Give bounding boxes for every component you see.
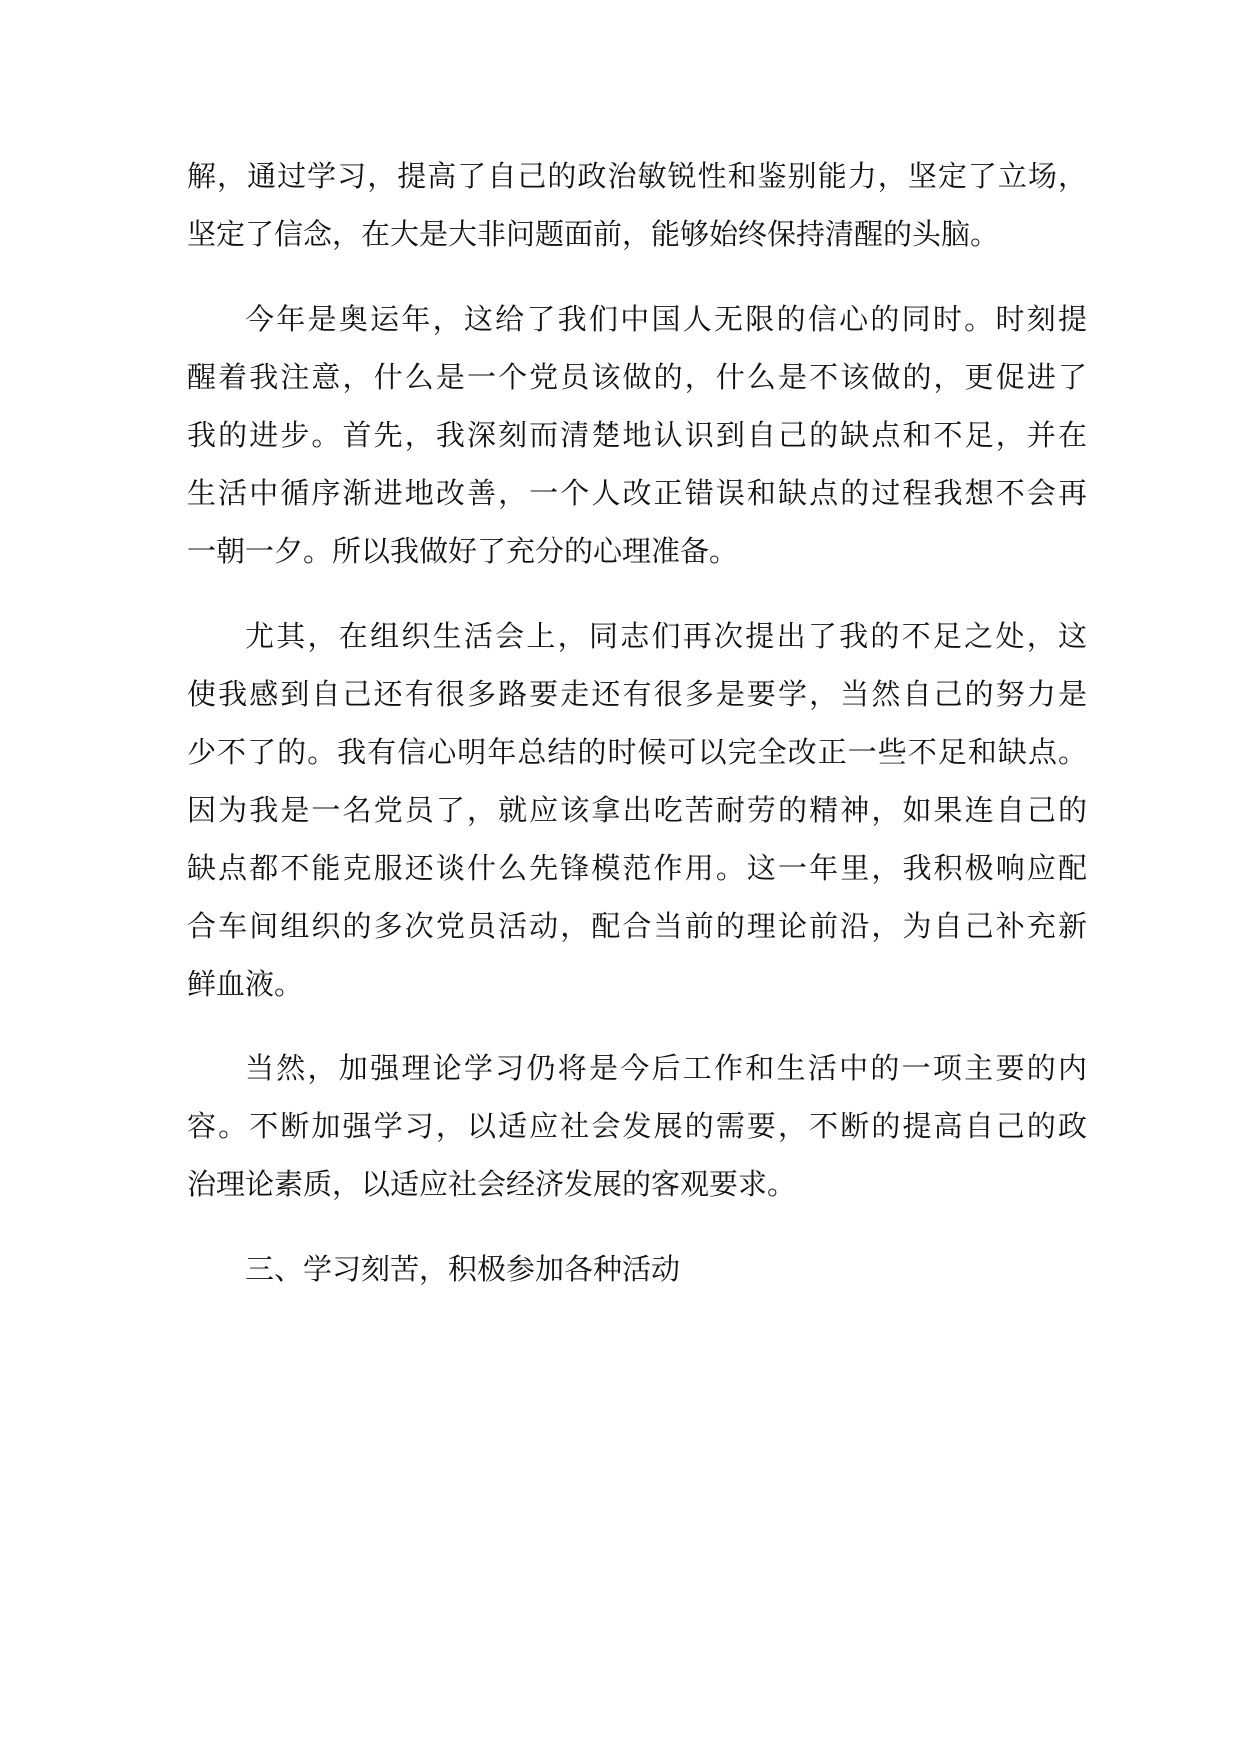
paragraph-2-line-1: 今年是奥运年，这给了我们中国人无限的信心的同时。时刻提 — [245, 302, 1087, 336]
paragraph-3-line-4: 因为我是一名党员了，就应该拿出吃苦耐劳的精神，如果连自己的 — [187, 793, 1087, 827]
paragraph-3-line-5: 缺点都不能克服还谈什么先锋模范作用。这一年里，我积极响应配 — [187, 851, 1087, 885]
paragraph-3-line-1: 尤其，在组织生活会上，同志们再次提出了我的不足之处，这 — [245, 619, 1087, 653]
paragraph-2-line-2: 醒着我注意，什么是一个党员该做的，什么是不该做的，更促进了 — [187, 360, 1087, 394]
paragraph-3-line-3: 少不了的。我有信心明年总结的时候可以完全改正一些不足和缺点。 — [187, 735, 1087, 769]
paragraph-3-line-6: 合车间组织的多次党员活动，配合当前的理论前沿，为自己补充新 — [187, 909, 1087, 943]
paragraph-4-line-1: 当然，加强理论学习仍将是今后工作和生活中的一项主要的内 — [245, 1051, 1087, 1085]
paragraph-1-line-1: 解，通过学习，提高了自己的政治敏锐性和鉴别能力，坚定了立场， — [187, 159, 1087, 193]
paragraph-3-line-2: 使我感到自己还有很多路要走还有很多是要学，当然自己的努力是 — [187, 677, 1087, 711]
paragraph-4-line-3: 治理论素质，以适应社会经济发展的客观要求。 — [187, 1167, 797, 1201]
paragraph-2-line-3: 我的进步。首先，我深刻而清楚地认识到自己的缺点和不足，并在 — [187, 418, 1087, 452]
paragraph-1-line-2: 坚定了信念，在大是大非问题面前，能够始终保持清醒的头脑。 — [187, 217, 1000, 251]
paragraph-4-line-2: 容。不断加强学习，以适应社会发展的需要，不断的提高自己的政 — [187, 1109, 1087, 1143]
section-heading: 三、学习刻苦，积极参加各种活动 — [245, 1252, 681, 1286]
paragraph-2-line-5: 一朝一夕。所以我做好了充分的心理准备。 — [187, 534, 739, 568]
paragraph-3-line-7: 鲜血液。 — [187, 967, 304, 1001]
paragraph-2-line-4: 生活中循序渐进地改善，一个人改正错误和缺点的过程我想不会再 — [187, 476, 1087, 510]
